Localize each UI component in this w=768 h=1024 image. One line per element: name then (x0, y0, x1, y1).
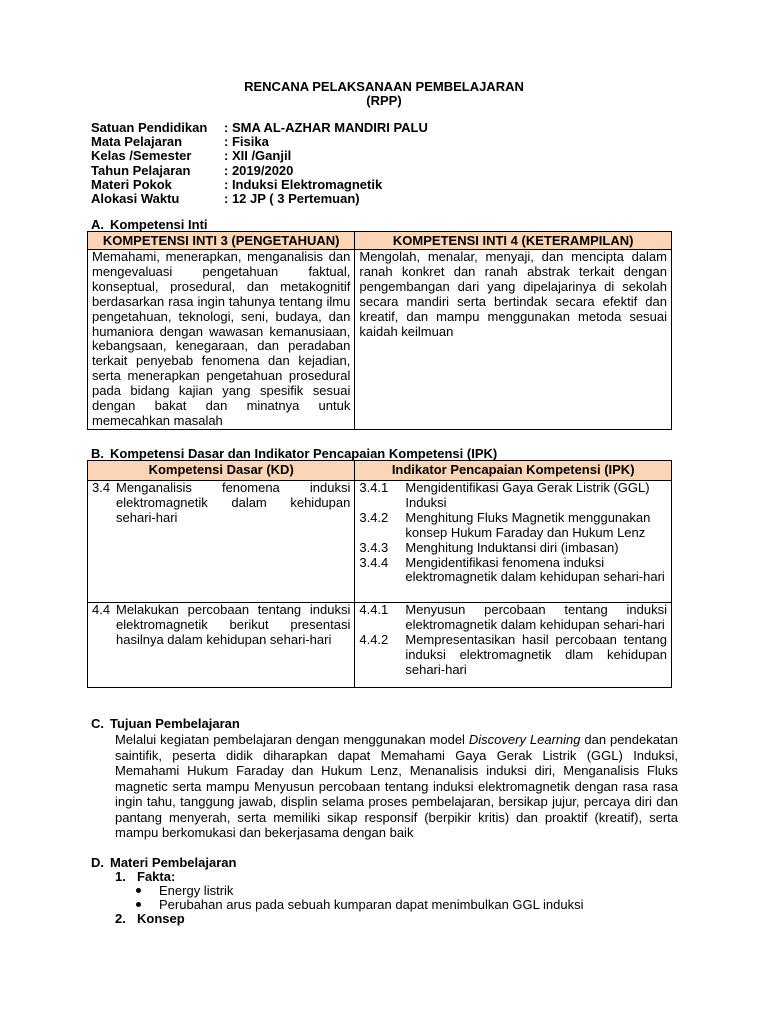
ipk-number: 4.4.1 (359, 602, 389, 617)
ipk-number: 3.4.1 (359, 480, 389, 495)
materi-item-fakta (115, 870, 175, 884)
ki3-text: Memahami, menerapkan, menganalisis dan mengevaluasi pengetahuan faktual, konseptual, prosedural, dan metakognitif berdasarkan rasa ingin tahunya tentang ilmu pengetahuan, teknologi, seni, budaya, dan humaniora dengan wawasan kemanusiaan, kebangsaan, kenegaraan, dan peradaban terkait penyebab fenomena dan kejadian, serta menerapkan pengetahuan prosedural pada bidang kajian yang spesifik sesuai dengan bakat dan minatnya untuk memecahkan masalah (88, 250, 355, 430)
info-value: : SMA AL-AZHAR MANDIRI PALU (224, 120, 428, 135)
kd-ipk-table (87, 460, 672, 688)
section-letter: D. (91, 855, 104, 870)
ipk-line (359, 481, 667, 511)
ki4-header: KOMPETENSI INTI 4 (KETERAMPILAN) (355, 232, 672, 250)
info-label: Alokasi Waktu (91, 190, 180, 206)
info-value: : XII /Ganjil (224, 148, 292, 164)
info-value: : 2019/2020 (224, 162, 294, 178)
ki3-header: KOMPETENSI INTI 3 (PENGETAHUAN) (88, 232, 355, 250)
ipk-text: Mengidentifikasi Gaya Gerak Listrik (GGL) Induksi (405, 480, 650, 510)
section-title: Materi Pembelajaran (110, 855, 237, 870)
materi-item-label: Fakta: (137, 869, 176, 884)
info-row (91, 178, 428, 192)
tujuan-model-name: Discovery Learning (468, 732, 581, 747)
info-row (91, 121, 428, 135)
bullet-text: Perubahan arus pada sebuah kumparan dapat menimbulkan GGL induksi (159, 897, 584, 912)
ipk-line (359, 556, 667, 586)
tujuan-text-start: Melalui kegiatan pembelajaran dengan menggunakan model (115, 732, 469, 747)
info-label: Satuan Pendidikan (91, 120, 208, 135)
info-row (91, 164, 428, 178)
ipk-cell (355, 603, 672, 688)
section-title: Kompetensi Dasar dan Indikator Pencapaian Kompetensi (IPK) (110, 446, 498, 461)
kd-cell (88, 603, 355, 688)
info-label: Materi Pokok (91, 176, 172, 192)
bullet-icon (136, 902, 141, 907)
section-b-heading (91, 447, 497, 461)
table-row (88, 603, 672, 688)
ipk-text: Menghitung Induktansi diri (imbasan) (405, 539, 619, 555)
info-label: Kelas /Semester (91, 148, 192, 164)
section-letter: C. (91, 716, 104, 731)
kd-number: 3.4 (92, 480, 111, 495)
info-value: : 12 JP ( 3 Pertemuan) (224, 190, 360, 206)
ipk-line (359, 541, 667, 556)
materi-item-konsep (115, 912, 185, 926)
list-item (136, 898, 583, 912)
ipk-number: 4.4.2 (359, 631, 389, 647)
ipk-line (359, 603, 667, 633)
section-c-heading (91, 717, 240, 731)
table-row (88, 481, 672, 603)
kd-cell (88, 481, 355, 603)
ipk-text: Mengidentifikasi fenomena induksi elektromagnetik dalam kehidupan sehari-hari (405, 554, 665, 585)
bullet-text: Energy listrik (159, 883, 234, 898)
ipk-text: Menghitung Fluks Magnetik menggunakan konsep Hukum Faraday dan Hukum Lenz (405, 509, 651, 540)
section-a-heading (91, 218, 208, 232)
identity-info (91, 121, 428, 206)
info-label: Mata Pelajaran (91, 134, 183, 150)
kd-number: 4.4 (92, 602, 111, 617)
section-letter: A. (91, 217, 104, 232)
ipk-text: Mempresentasikan hasil percobaan tentang induksi elektromagnetik dlam kehidupan sehari-hari (405, 631, 667, 677)
info-value: : Fisika (224, 134, 269, 150)
ipk-number: 3.4.4 (359, 554, 389, 570)
ipk-number: 3.4.2 (359, 509, 389, 525)
info-row (91, 135, 428, 149)
ipk-line (359, 511, 667, 541)
ipk-number: 3.4.3 (359, 539, 389, 555)
section-title: Tujuan Pembelajaran (110, 716, 240, 731)
ki4-text: Mengolah, menalar, menyaji, dan mencipta dalam ranah konkret dan ranah abstrak terkait dengan pengembangan dari yang dipelajarinya di sekolah secara mandiri serta bertindak secara efektif dan kreatif, dan mampu menggunakan metoda sesuai kaidah keilmuan (355, 250, 672, 430)
section-d-heading (91, 856, 236, 870)
ipk-line (359, 633, 667, 678)
materi-item-number: 1. (115, 869, 126, 884)
info-row (91, 192, 428, 206)
info-row (91, 149, 428, 163)
ipk-header: Indikator Pencapaian Kompetensi (IPK) (355, 461, 672, 481)
materi-item-number: 2. (115, 911, 126, 926)
kd-text: Menganalisis fenomena induksi elektromagnetik dalam kehidupan sehari-hari (116, 480, 351, 525)
kd-header: Kompetensi Dasar (KD) (88, 461, 355, 481)
kompetensi-inti-table (87, 231, 672, 430)
tujuan-text-rest: dan pendekatan saintifik, peserta didik diharapkan dapat Memahami Gaya Gerak Listrik (GGL) Induksi, Memahami Hukum Faraday dan Hukum Lenz, Menanalisis induksi diri, Menganalisis Fluks magnetic serta mampu Menyusun percobaan tentang induksi elektromagnetik dengan rasa rasa ingin tahu, tanggung jawab, displin selama proses pembelajaran, bersikap jujur, percaya diri dan pantang menyerah, serta memiliki sikap responsif (berpikir kritis) dan proaktif (kreatif), serta mampu berkomukasi dan bekerjasama dengan baik (115, 732, 679, 840)
materi-item-label: Konsep (137, 911, 185, 926)
tujuan-paragraph (115, 732, 678, 841)
section-letter: B. (91, 446, 104, 461)
document-title: RENCANA PELAKSANAAN PEMBELAJARAN (244, 79, 524, 94)
list-item (136, 884, 233, 898)
ipk-cell (355, 481, 672, 603)
section-title: Kompetensi Inti (110, 217, 208, 232)
ipk-text: Menyusun percobaan tentang induksi elektromagnetik dalam kehidupan sehari-hari (405, 602, 667, 632)
document-subtitle: (RPP) (366, 93, 402, 108)
info-label: Tahun Pelajaran (91, 162, 191, 178)
info-value: : Induksi Elektromagnetik (224, 176, 383, 192)
bullet-icon (136, 888, 141, 893)
kd-text: Melakukan percobaan tentang induksi elektromagnetik berikut presentasi hasilnya dalam kehidupan sehari-hari (116, 602, 351, 647)
